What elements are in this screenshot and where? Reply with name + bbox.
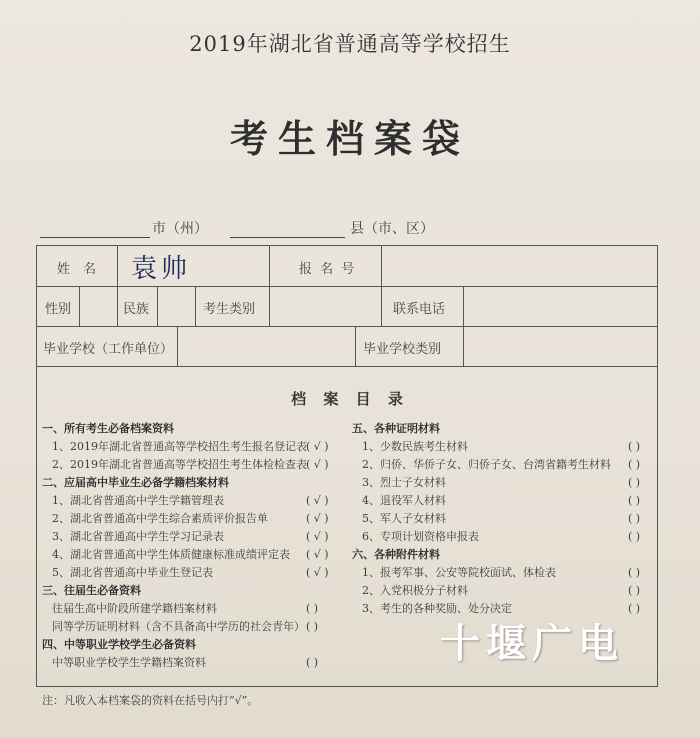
catalog-section [42,582,342,600]
catalog-section [42,474,342,492]
gender-label: 性别 [45,302,72,317]
check-mark[interactable]: ( ) [628,440,641,453]
item-label: 1、报考军事、公安等院校面试、体检表 [362,566,556,579]
check-mark[interactable]: ( ) [628,512,641,525]
location-line [40,218,660,240]
catalog-item[interactable] [352,564,652,582]
catalog-item[interactable] [352,582,652,600]
city-blank[interactable] [40,236,150,238]
item-label: 1、少数民族考生材料 [362,440,468,453]
item-label: 4、湖北省普通高中学生体质健康标准成绩评定表 [52,548,290,561]
item-label: 往届生高中阶段所建学籍档案材料 [52,602,217,615]
item-label: 4、退役军人材料 [362,494,446,507]
check-mark[interactable]: ( ) [306,620,319,633]
reg-field[interactable] [387,250,652,282]
name-label: 姓 名 [57,262,97,277]
category-label: 考生类别 [203,302,256,317]
section-title: 一、所有考生必备档案资料 [42,422,174,435]
county-blank[interactable] [230,236,345,238]
item-label: 3、湖北省普通高中学生学习记录表 [52,530,224,543]
item-label: 2、2019年湖北省普通高等学校招生考生体检检查表 [52,458,307,471]
city-label: 市（州） [152,221,208,237]
section-title: 二、应届高中毕业生必备学籍档案材料 [42,476,229,489]
check-mark[interactable]: ( √ ) [306,548,329,561]
item-label: 5、湖北省普通高中毕业生登记表 [52,566,213,579]
catalog-item[interactable] [42,492,342,510]
item-label: 5、军人子女材料 [362,512,446,525]
item-label: 1、湖北省普通高中学生学籍管理表 [52,494,224,507]
item-label: 3、考生的各种奖励、处分决定 [362,602,512,615]
county-label: 县（市、区） [350,221,434,237]
name-value[interactable]: 袁帅 [131,254,192,284]
school-type-label: 毕业学校类别 [363,342,442,357]
item-label: 2、入党积极分子材料 [362,584,468,597]
item-label: 6、专项计划资格申报表 [362,530,479,543]
catalog-section [352,546,652,564]
check-mark[interactable]: ( ) [628,476,641,489]
check-mark[interactable]: ( √ ) [306,530,329,543]
footer-note: 注：凡收入本档案袋的资料在括号内打“√”。 [42,694,259,707]
catalog-section [42,636,342,654]
section-title: 四、中等职业学校学生必备资料 [42,638,196,651]
item-label: 2、归侨、华侨子女、归侨子女、台湾省籍考生材料 [362,458,611,471]
check-mark[interactable]: ( ) [628,602,641,615]
item-label: 同等学历证明材料（含不具备高中学历的社会青年） [52,620,305,633]
catalog-item[interactable] [352,456,652,474]
catalog-item[interactable] [42,618,342,636]
ethnicity-label: 民族 [123,302,150,317]
header-subtitle: 考生档案袋 [229,116,470,161]
check-mark[interactable]: ( ) [628,584,641,597]
catalog-item[interactable] [42,438,342,456]
item-label: 2、湖北省普通高中学生综合素质评价报告单 [52,512,268,525]
catalog-item[interactable] [42,654,342,672]
catalog-item[interactable] [42,528,342,546]
catalog-section [352,420,652,438]
item-label: 中等职业学校学生学籍档案资料 [52,656,206,669]
catalog-item[interactable] [42,546,342,564]
catalog-item[interactable] [352,438,652,456]
catalog-title: 档 案 目 录 [291,390,409,408]
catalog-item[interactable] [352,528,652,546]
check-mark[interactable]: ( ) [628,458,641,471]
header-title: 2019年湖北省普通高等学校招生 [189,32,511,56]
section-title: 三、往届生必备资料 [42,584,141,597]
check-mark[interactable]: ( ) [628,566,641,579]
catalog-item[interactable] [352,510,652,528]
watermark-logo: 十堰广电 [440,621,624,667]
catalog-item[interactable] [42,600,342,618]
catalog-item[interactable] [352,474,652,492]
school-label: 毕业学校（工作单位） [43,342,174,357]
catalog-right-column [352,420,652,618]
check-mark[interactable]: ( ) [628,530,641,543]
check-mark[interactable]: ( √ ) [306,458,329,471]
check-mark[interactable]: ( ) [628,494,641,507]
check-mark[interactable]: ( √ ) [306,440,329,453]
phone-label: 联系电话 [393,302,446,317]
check-mark[interactable]: ( ) [306,656,319,669]
item-label: 1、2019年湖北省普通高等学校招生考生报名登记表 [52,440,307,453]
reg-label: 报 名 号 [299,262,357,277]
catalog-item[interactable] [42,510,342,528]
catalog-left-column [42,420,342,672]
section-title: 六、各种附件材料 [352,548,440,561]
catalog-item[interactable] [42,456,342,474]
check-mark[interactable]: ( √ ) [306,512,329,525]
catalog-section [42,420,342,438]
catalog-item[interactable] [42,564,342,582]
check-mark[interactable]: ( √ ) [306,566,329,579]
section-title: 五、各种证明材料 [352,422,440,435]
check-mark[interactable]: ( √ ) [306,494,329,507]
info-form [36,245,658,367]
item-label: 3、烈士子女材料 [362,476,446,489]
check-mark[interactable]: ( ) [306,602,319,615]
catalog-item[interactable] [352,492,652,510]
